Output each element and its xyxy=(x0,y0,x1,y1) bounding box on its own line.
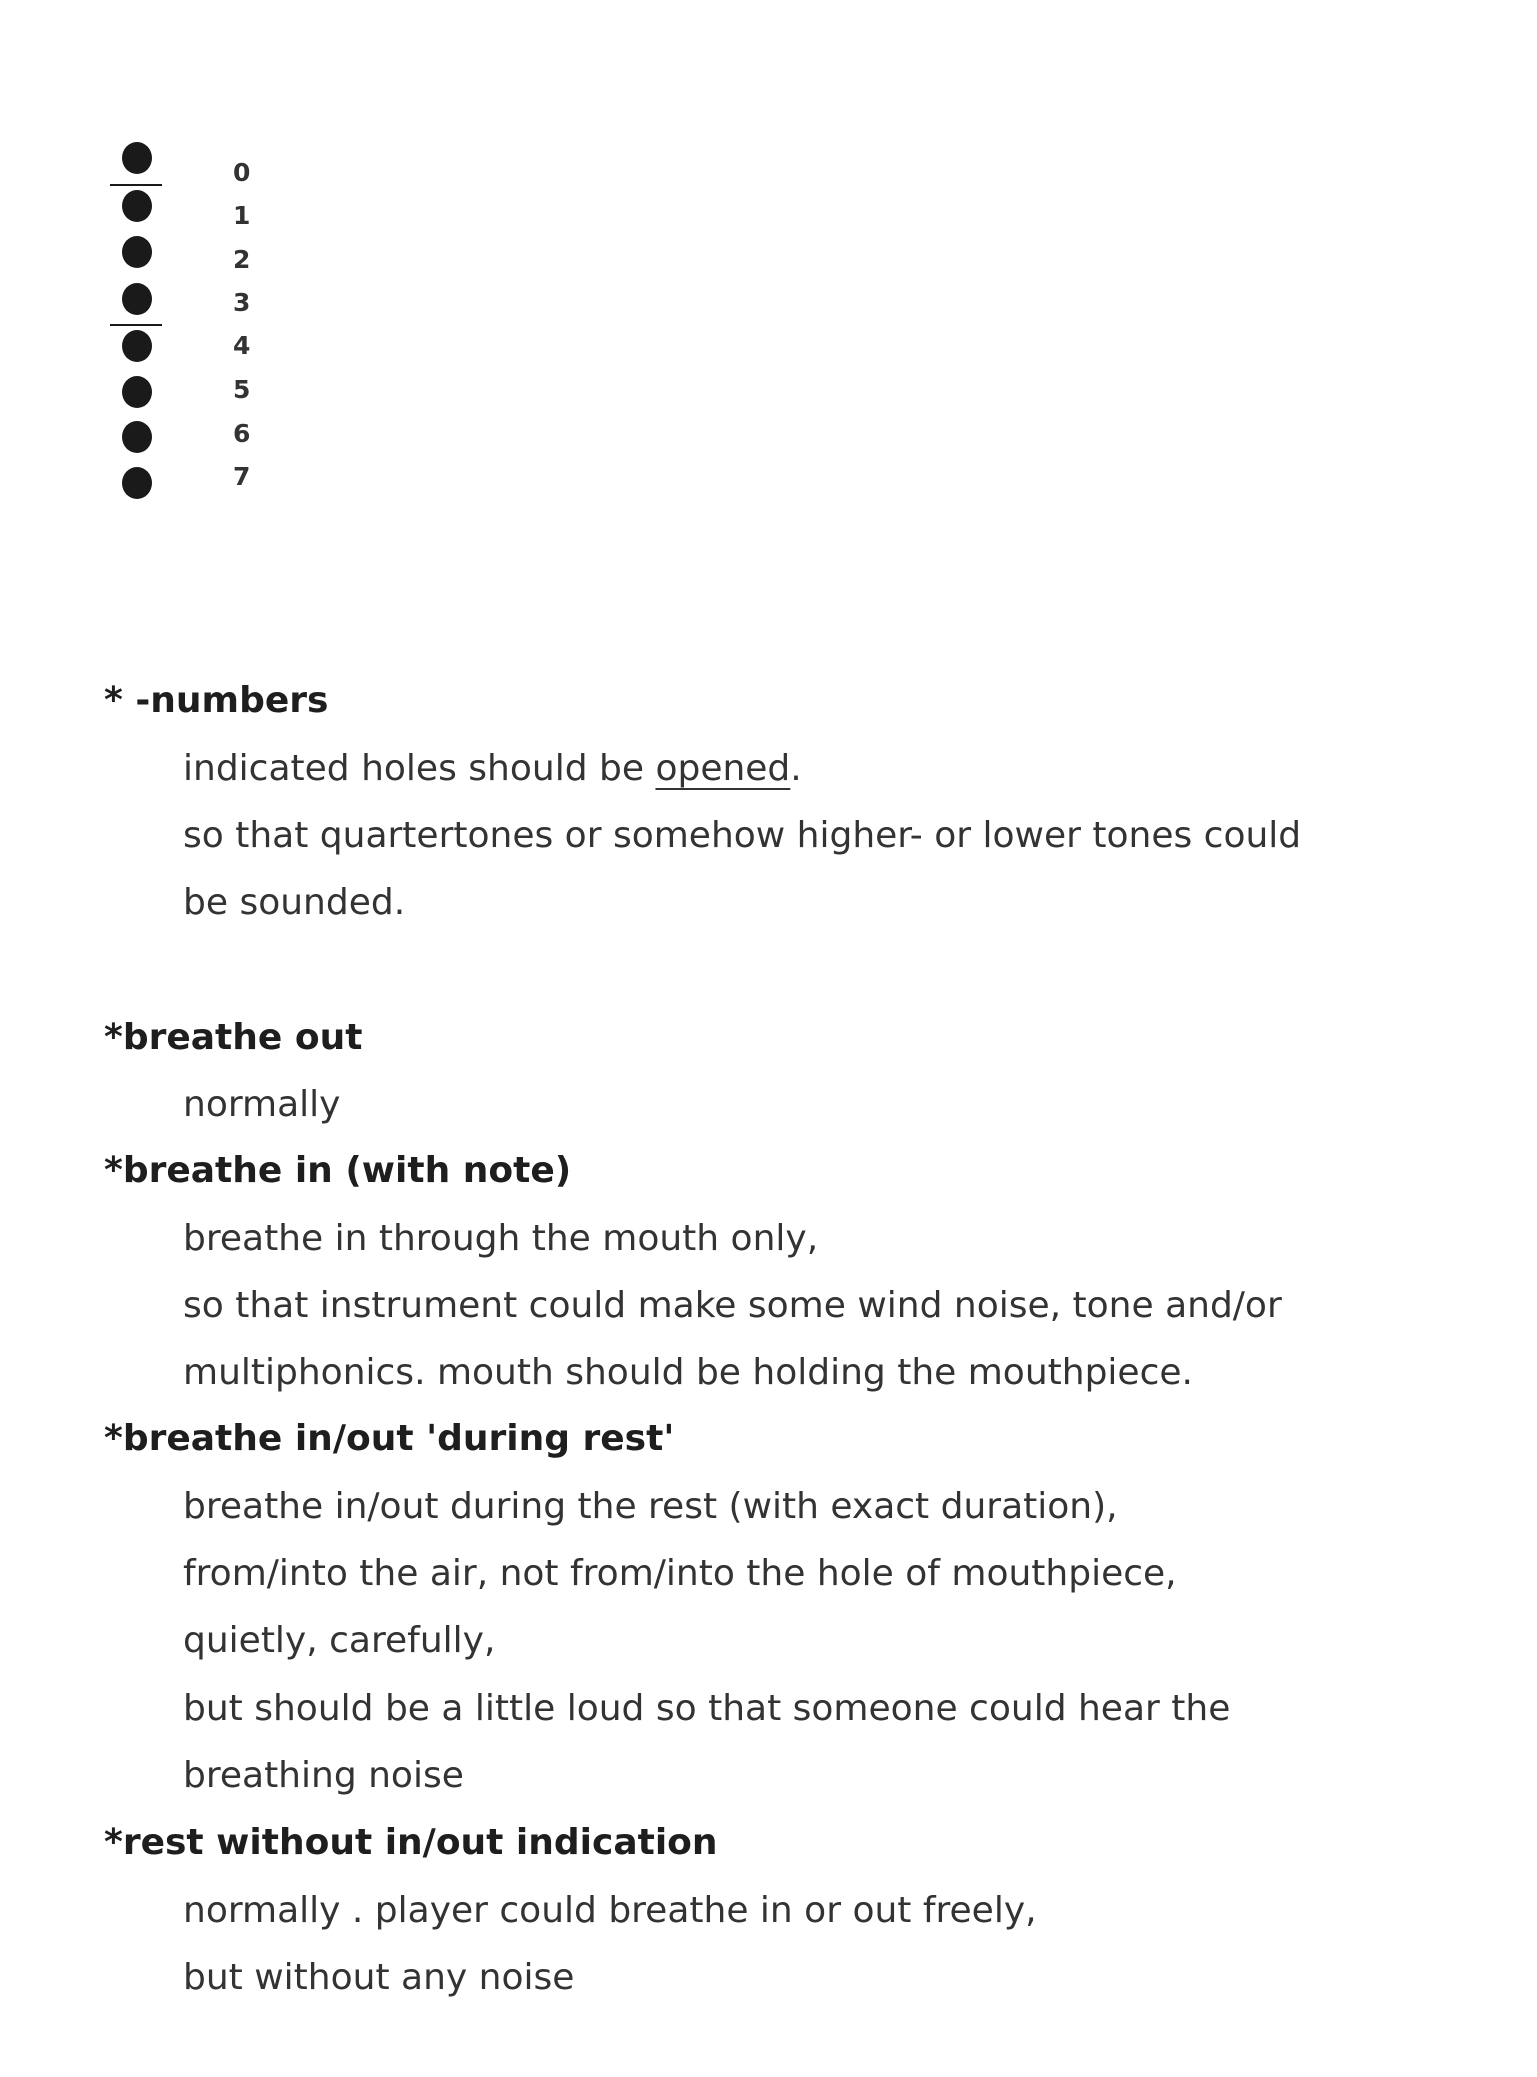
numbers-heading: * -numbers xyxy=(104,680,329,721)
breathe-rest-line-5: breathing noise xyxy=(183,1755,464,1796)
hand-separator-line xyxy=(110,324,162,326)
hole-number-7: 7 xyxy=(233,462,251,491)
rest-no-indication-heading: *rest without in/out indication xyxy=(104,1822,718,1863)
hole-5-icon xyxy=(122,376,152,408)
breathe-out-line-1: normally xyxy=(183,1084,341,1125)
hole-6-icon xyxy=(122,421,152,453)
fingering-diagram xyxy=(108,138,308,518)
breathe-in-heading: *breathe in (with note) xyxy=(104,1150,572,1191)
hole-number-4: 4 xyxy=(233,331,251,360)
hole-number-3: 3 xyxy=(233,288,251,317)
thumb-separator-line xyxy=(110,184,162,186)
numbers-line-1-post: . xyxy=(790,748,802,789)
rest-no-indication-line-1: normally . player could breathe in or out freely, xyxy=(183,1890,1037,1931)
numbers-line-1-pre: indicated holes should be xyxy=(183,748,656,789)
breathe-rest-line-4: but should be a little loud so that someone could hear the xyxy=(183,1688,1231,1729)
breathe-in-line-3: multiphonics. mouth should be holding the mouthpiece. xyxy=(183,1352,1193,1393)
hole-7-icon xyxy=(122,467,152,499)
numbers-line-1-underlined: opened xyxy=(655,748,791,789)
breathe-in-line-1: breathe in through the mouth only, xyxy=(183,1218,819,1259)
hole-number-1: 1 xyxy=(233,201,251,230)
hole-3-icon xyxy=(122,283,152,315)
numbers-line-2: so that quartertones or somehow higher- or lower tones could xyxy=(183,815,1302,856)
breathe-rest-line-2: from/into the air, not from/into the hole of mouthpiece, xyxy=(183,1553,1177,1594)
breathe-rest-heading: *breathe in/out 'during rest' xyxy=(104,1418,675,1459)
rest-no-indication-line-2: but without any noise xyxy=(183,1957,575,1998)
hole-4-icon xyxy=(122,330,152,362)
hole-number-6: 6 xyxy=(233,419,251,448)
hole-number-0: 0 xyxy=(233,158,251,187)
hole-number-5: 5 xyxy=(233,375,251,404)
numbers-line-3: be sounded. xyxy=(183,882,406,923)
breathe-in-line-2: so that instrument could make some wind noise, tone and/or xyxy=(183,1285,1282,1326)
hole-2-icon xyxy=(122,236,152,268)
hole-0-icon xyxy=(122,142,152,174)
hole-1-icon xyxy=(122,190,152,222)
breathe-rest-line-3: quietly, carefully, xyxy=(183,1620,496,1661)
hole-number-2: 2 xyxy=(233,245,251,274)
breathe-rest-line-1: breathe in/out during the rest (with exact duration), xyxy=(183,1486,1118,1527)
numbers-line-1 xyxy=(183,748,802,789)
breathe-out-heading: *breathe out xyxy=(104,1017,363,1058)
